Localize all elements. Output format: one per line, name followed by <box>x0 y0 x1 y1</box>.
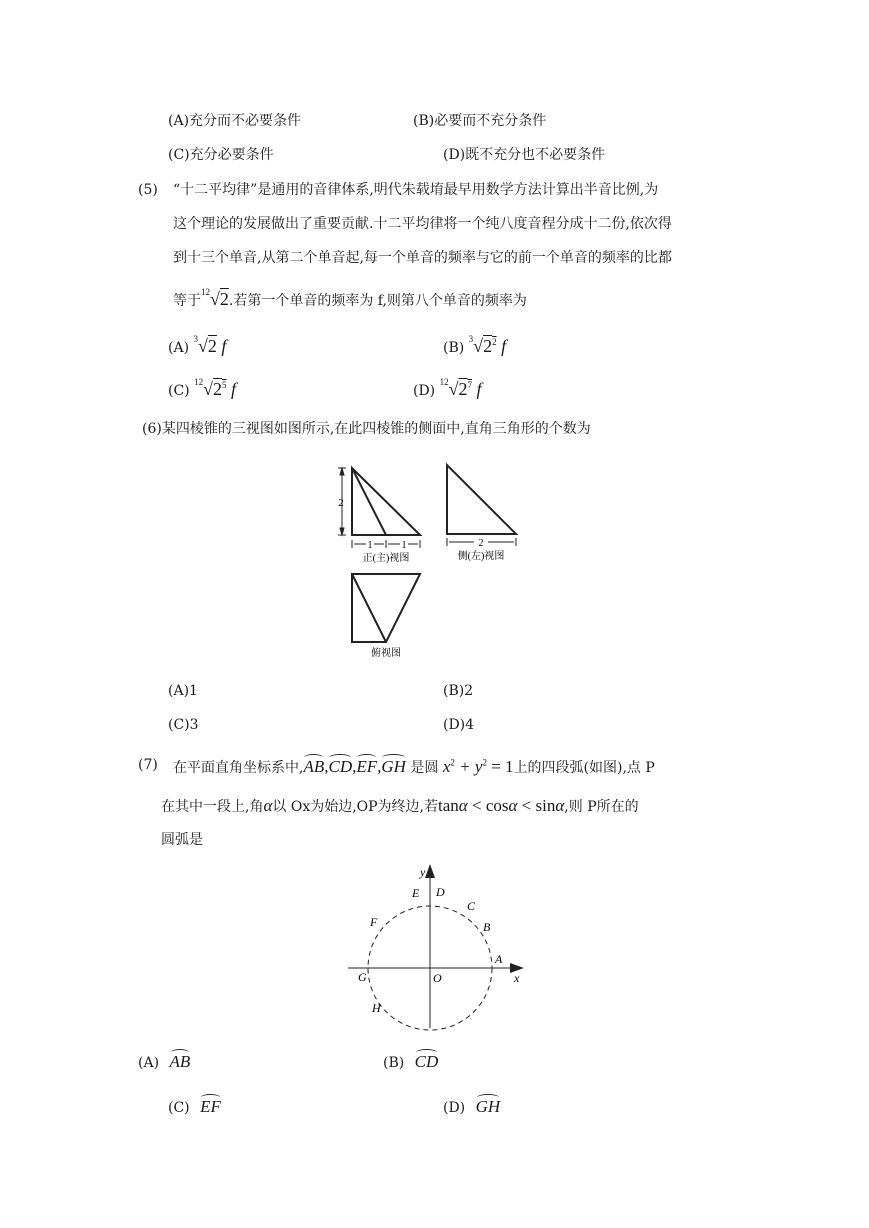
q4-option-c: (C)充分必要条件 <box>168 147 274 163</box>
q5-option-b-label: (B) <box>443 340 465 356</box>
q7-line1: 在平面直角坐标系中,AB,CD,EF,GH 是圆 $x^2 + y^2 = 1$上的四段弧(如图),点 P <box>173 757 655 776</box>
front-height-label: 2 <box>338 497 344 509</box>
q5-option-d-label: (D) <box>413 383 436 399</box>
top-view <box>352 574 420 642</box>
q5-option-a <box>168 336 226 358</box>
arc-gh-label: GH <box>381 757 406 776</box>
top-view-label: 俯视图 <box>371 648 401 659</box>
arc-cd-label: CD <box>328 757 353 776</box>
point-c-label: C <box>467 899 476 913</box>
q5-option-c-expr: $^{12}√2^5$ f <box>194 377 236 399</box>
point-a-label: A <box>495 952 503 966</box>
q5-option-d-expr: $^{12}√2^7$ f <box>439 377 482 399</box>
q7-line1-post: 是圆 <box>410 760 439 776</box>
y-axis-arrow <box>425 864 435 878</box>
q5-option-a-expr: $^3$√2 f <box>193 334 227 356</box>
q5-option-c-label: (C) <box>168 383 190 399</box>
q7-option-c <box>168 1097 221 1117</box>
q5-option-d <box>413 379 482 401</box>
arc-ab-label: AB <box>303 757 325 776</box>
q7-option-c-label: (C) <box>168 1100 190 1116</box>
q7-line2-mid: 以 Ox为始边,OP为终边,若 <box>272 799 439 815</box>
q6-question: (6)某四棱锥的三视图如图所示,在此四棱锥的侧面中,直角三角形的个数为 <box>142 421 591 437</box>
q7-line1-tail: 上的四段弧(如图),点 P <box>513 760 655 776</box>
twelfth-root-of-2: $^{12}$√2 <box>201 287 229 309</box>
q5-option-b-expr: $^3√2^2$ f <box>468 334 507 356</box>
q5-line4-post: .若第一个单音的频率为 f,则第八个单音的频率为 <box>228 293 527 309</box>
origin-label: O <box>433 971 442 985</box>
front-view-label: 正(主)视图 <box>362 553 410 564</box>
q4-option-b: (B)必要而不充分条件 <box>413 113 547 129</box>
q6-option-c: (C)3 <box>168 717 199 733</box>
q7-option-a <box>138 1052 190 1072</box>
y-axis-label: y <box>420 865 426 879</box>
q5-option-c <box>168 379 236 401</box>
q7-line2-pre: 在其中一段上,角 <box>161 799 264 815</box>
arc-ef-label: EF <box>356 757 378 776</box>
trig-inequality: tanα < cosα < sinα <box>438 796 565 815</box>
q5-line2: 这个理论的发展做出了重要贡献.十二平均律将一个纯八度音程分成十二份,依次得 <box>173 216 672 232</box>
q4-option-d: (D)既不充分也不必要条件 <box>443 147 606 163</box>
q5-line4-pre: 等于 <box>173 293 201 309</box>
front-view <box>352 468 420 535</box>
q7-option-b-arc: CD <box>414 1052 439 1071</box>
q7-line2-tail: ,则 P所在的 <box>564 799 639 815</box>
front-width-left-label: 1 <box>367 540 373 551</box>
q7-option-d-arc: GH <box>475 1097 501 1116</box>
q5-line4 <box>173 289 527 311</box>
x-axis-label: x <box>514 971 520 985</box>
q7-option-a-label: (A) <box>138 1055 160 1071</box>
q5-line1: “十二平均律”是通用的音律体系,明代朱载堉最早用数学方法计算出半音比例,为 <box>173 182 659 198</box>
point-e-label: E <box>412 886 420 900</box>
q7-option-d <box>443 1097 500 1117</box>
q6-option-b: (B)2 <box>443 683 474 699</box>
front-width-right-label: 1 <box>401 540 407 551</box>
q7-option-a-arc: AB <box>169 1052 191 1071</box>
q7-option-c-arc: EF <box>200 1097 221 1116</box>
point-f-label: F <box>370 915 378 929</box>
q6-option-d: (D)4 <box>443 717 475 733</box>
front-width-dimension <box>352 540 420 548</box>
q7-option-b <box>383 1052 438 1072</box>
q7-line3: 圆弧是 <box>161 832 203 848</box>
q6-option-a: (A)1 <box>168 683 198 699</box>
circle-equation: $x^2 + y^2 = 1$ <box>442 757 514 776</box>
point-d-label: D <box>436 885 445 899</box>
three-view-figure <box>330 448 540 670</box>
q5-line3: 到十三个单音,从第二个单音起,每一个单音的频率与它的前一个单音的频率的比都 <box>173 250 672 266</box>
q7-line1-pre: 在平面直角坐标系中, <box>173 760 304 776</box>
side-width-label: 2 <box>478 538 484 549</box>
q4-option-a: (A)充分而不必要条件 <box>168 113 302 129</box>
side-view <box>447 465 516 534</box>
q7-line2: 在其中一段上,角α以 Ox为始边,OP为终边,若tanα < cosα < sinα,则 P所在的 <box>161 796 639 815</box>
point-b-label: B <box>483 920 491 934</box>
point-g-label: G <box>358 970 367 984</box>
q5-number: (5) <box>138 182 158 198</box>
side-view-label: 侧(左)视图 <box>457 551 505 562</box>
unit-circle-figure <box>340 858 530 1034</box>
q5-option-b <box>443 336 506 358</box>
q7-option-b-label: (B) <box>383 1055 405 1071</box>
q7-option-d-label: (D) <box>443 1100 466 1116</box>
q5-option-a-label: (A) <box>168 340 190 356</box>
point-h-label: H <box>372 1001 381 1015</box>
q7-number: (7) <box>138 757 158 773</box>
